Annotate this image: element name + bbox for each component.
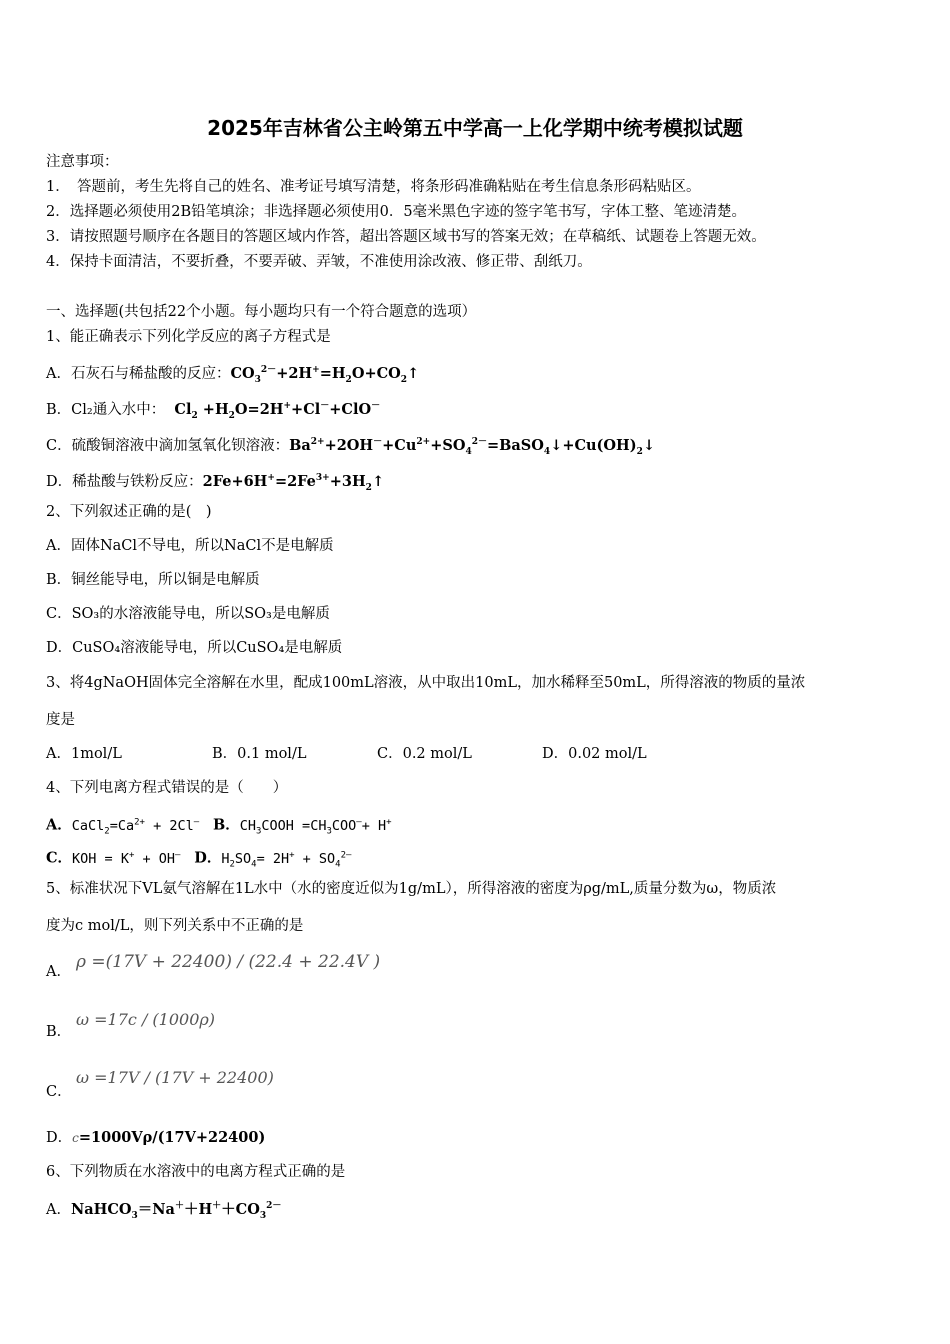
section-heading: 一、选择题(共包括22个小题。每小题均只有一个符合题意的选项） (46, 304, 477, 320)
notice-item-1: 1． 答题前，考生先将自己的姓名、准考证号填写清楚，将条形码准确粘贴在考生信息条形码粘贴区。 (46, 179, 701, 195)
q3-option-a: A．1mol/L (46, 746, 122, 762)
q5-option-b-formula: ω =17c / (1000ρ) (76, 1010, 216, 1029)
q1-a-equation: $CO_3^{2-}+2H^+=H_2O+CO_2↑$ (230, 364, 420, 385)
q2-stem: 2、下列叙述正确的是( ) (46, 504, 212, 520)
q6-a-equation: $NaHCO_3=Na^++H^++CO_3^{2-}$ (70, 1200, 282, 1221)
notice-item-2: 2．选择题必须使用2B铅笔填涂；非选择题必须使用0．5毫米黑色字迹的签字笔书写，字体工整、笔迹清楚。 (46, 204, 747, 220)
notice-item-3: 3．请按照题号顺序在各题目的答题区域内作答，超出答题区域书写的答案无效；在草稿纸、试题卷上答题无效。 (46, 229, 766, 245)
q5-d-var: c (72, 1131, 79, 1145)
q3-stem-line2: 度是 (46, 712, 75, 728)
q5-option-d (46, 1128, 265, 1148)
q2-option-c: C．SO₃的水溶液能导电，所以SO₃是电解质 (46, 606, 330, 622)
q3-option-d: D．0.02 mol/L (542, 746, 647, 762)
notice-item-4: 4．保持卡面清洁，不要折叠，不要弄破、弄皱，不准使用涂改液、修正带、刮纸刀。 (46, 254, 592, 270)
q1-option-b (46, 396, 380, 426)
q1-c-label: C．硫酸铜溶液中滴加氢氧化钡溶液： (46, 437, 290, 454)
q2-option-a: A．固体NaCl不导电，所以NaCl不是电解质 (46, 538, 334, 554)
q5-option-b-label: B． (46, 1024, 72, 1040)
q5-option-c-formula: ω =17V / (17V + 22400) (76, 1068, 274, 1087)
q1-c-equation: $Ba^{2+}+2OH^-+Cu^{2+}+SO_4^{2-}=BaSO_4↓+Cu(OH)_2↓$ (289, 436, 656, 457)
q5-d-label: D． (46, 1130, 73, 1146)
q5-option-a-formula: ρ =(17V + 22400) / (22.4 + 22.4V ) (76, 952, 381, 972)
q3-option-c: C．0.2 mol/L (377, 746, 472, 762)
q1-option-d (46, 468, 384, 498)
q5-option-c-label: C． (46, 1084, 72, 1100)
page-title: 2025年吉林省公主岭第五中学高一上化学期中统考模拟试题 (207, 116, 743, 140)
q1-stem: 1、能正确表示下列化学反应的离子方程式是 (46, 329, 331, 345)
q6-stem: 6、下列物质在水溶液中的电离方程式正确的是 (46, 1164, 346, 1180)
q4-options-cd: C．KOH = K+ + OH— D．$H_2SO_4= 2H^+ + SO_4^{2—}$ (46, 849, 352, 870)
q1-option-c (46, 432, 655, 462)
q3-stem-line1: 3、将4gNaOH固体完全溶解在水里，配成100mL溶液，从中取出10mL，加水稀释至50mL，所得溶液的物质的量浓 (46, 675, 806, 691)
q2-option-d: D．CuSO₄溶液能导电，所以CuSO₄是电解质 (46, 640, 343, 656)
q6-option-a (46, 1196, 281, 1226)
q4-stem: 4、下列电离方程式错误的是（ ） (46, 780, 288, 796)
q1-d-label: D．稀盐酸与铁粉反应： (46, 473, 203, 490)
q5-stem-line2: 度为c mol/L，则下列关系中不正确的是 (46, 918, 304, 934)
q3-option-b: B．0.1 mol/L (212, 746, 307, 762)
q5-stem-line1: 5、标准状况下VL氨气溶解在1L水中（水的密度近似为1g/mL），所得溶液的密度为ρg/mL,质量分数为ω，物质浓 (46, 881, 777, 897)
q1-d-equation: $2Fe+6H^+=2Fe^{3+}+3H_2↑$ (202, 472, 385, 493)
q4-options-ab: A．$CaCl_2=Ca^{2+} + 2Cl^—$ B．$CH_3COOH =CH_3COO^—+ H^+$ (46, 816, 392, 837)
notice-heading: 注意事项： (46, 154, 119, 170)
q5-d-formula: =1000Vρ/(17V+22400) (78, 1129, 266, 1146)
q6-a-label: A． (46, 1201, 71, 1218)
q1-b-label: B．Cl₂通入水中： (46, 401, 166, 418)
q1-a-label: A．石灰石与稀盐酸的反应： (46, 365, 231, 382)
q1-b-equation: $Cl_2 +H_2O=2H^++Cl^-+ClO^-$ (174, 400, 381, 421)
q1-option-a (46, 360, 419, 390)
q5-option-a-label: A． (46, 964, 71, 980)
q2-option-b: B．铜丝能导电，所以铜是电解质 (46, 572, 260, 588)
